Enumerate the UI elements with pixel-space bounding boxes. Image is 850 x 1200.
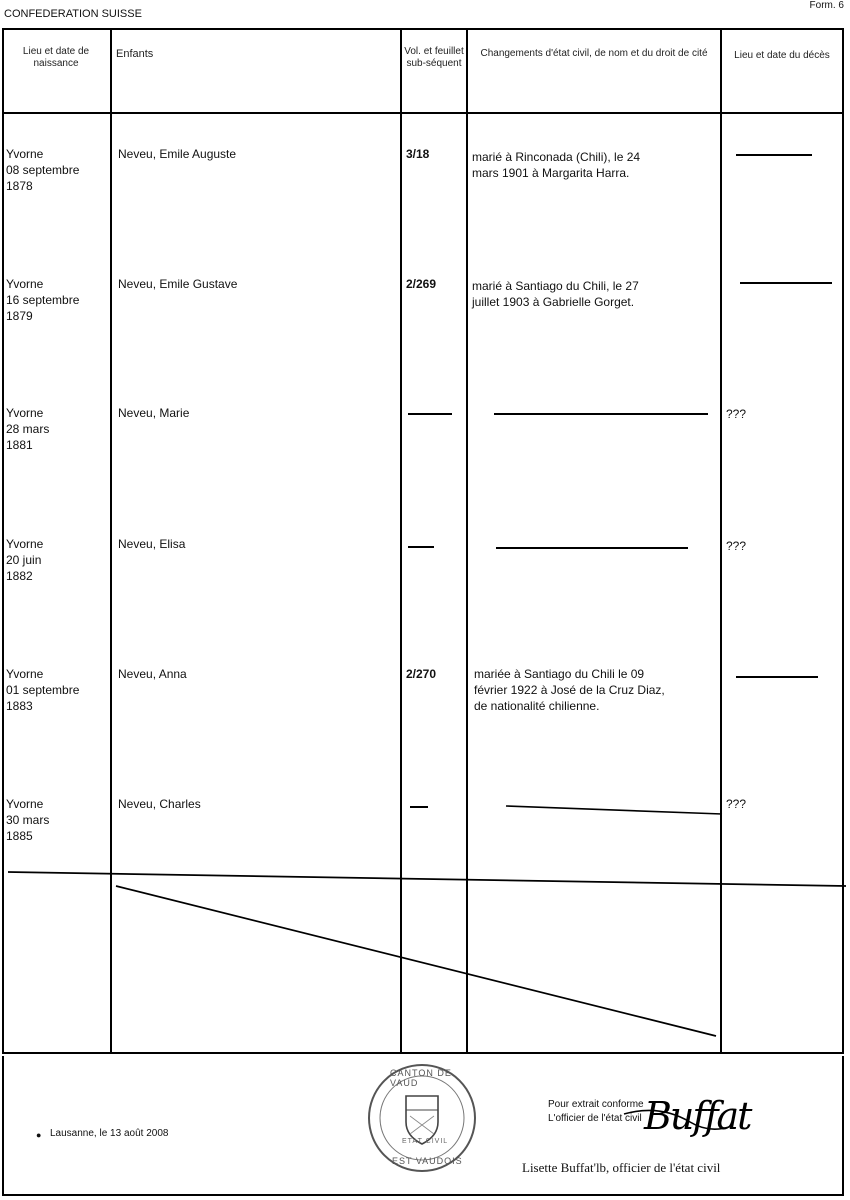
officer-name: Lisette Buffat'lb, officier de l'état civil	[522, 1160, 721, 1175]
row-3-lieu: Yvorne 28 mars 1881	[6, 406, 50, 452]
row-6-changement-dash	[506, 806, 722, 814]
row-4-deces: ???	[726, 539, 747, 553]
bullet-dot: ●	[36, 1130, 42, 1140]
row-3-deces: ???	[726, 407, 747, 421]
row-5-vol: 2/270	[406, 667, 437, 681]
diagonal-strike-line	[116, 886, 716, 1036]
handwritten-signature: Buffat	[644, 1094, 751, 1138]
row-2-enfant: Neveu, Emile Gustave	[118, 277, 238, 291]
form-number: Form. 6	[809, 0, 844, 11]
stamp-top-text: CANTON DE VAUD	[390, 1068, 452, 1088]
end-of-entries-line	[8, 872, 846, 886]
stamp-bottom-text: EST VAUDOIS	[392, 1156, 463, 1166]
row-6-enfant: Neveu, Charles	[118, 797, 201, 811]
row-1-lieu: Yvorne 08 septembre 1878	[6, 147, 80, 193]
official-stamp	[366, 1062, 478, 1174]
row-5-enfant: Neveu, Anna	[118, 667, 187, 681]
row-5-lieu: Yvorne 01 septembre 1883	[6, 667, 80, 713]
row-1-changement: marié à Rinconada (Chili), le 24 mars 1901 à Margarita Harra.	[472, 150, 641, 180]
row-2-changement: marié à Santiago du Chili, le 27 juillet 1903 à Gabrielle Gorget.	[472, 279, 639, 309]
header-lieu-naissance: Lieu et date de naissance	[22, 46, 90, 69]
header-changements: Changements d'état civil, de nom et du droit de cité	[480, 48, 708, 59]
stamp-middle-text: ETAT CIVIL	[402, 1138, 449, 1145]
row-2-vol: 2/269	[406, 277, 437, 291]
row-4-enfant: Neveu, Elisa	[118, 537, 186, 551]
place-date: Lausanne, le 13 août 2008	[50, 1128, 169, 1139]
row-1-vol: 3/18	[406, 147, 430, 161]
header-vol: Vol. et feuillet sub-séquent	[404, 46, 464, 69]
row-2-lieu: Yvorne 16 septembre 1879	[6, 277, 80, 323]
row-6-deces: ???	[726, 797, 747, 811]
signature-stroke	[620, 1104, 740, 1144]
row-5-changement: mariée à Santiago du Chili le 09 février 1922 à José de la Cruz Diaz, de nationalité chilienne.	[474, 667, 665, 713]
header-enfants: Enfants	[116, 48, 154, 60]
row-4-lieu: Yvorne 20 juin 1882	[6, 537, 44, 583]
row-1-enfant: Neveu, Emile Auguste	[118, 147, 237, 161]
row-6-lieu: Yvorne 30 mars 1885	[6, 797, 50, 843]
extract-statement: Pour extrait conforme L'officier de l'état civil	[548, 1099, 644, 1124]
header-deces: Lieu et date du décès	[734, 50, 830, 61]
document-title: CONFEDERATION SUISSE	[4, 8, 142, 20]
row-3-enfant: Neveu, Marie	[118, 406, 190, 420]
